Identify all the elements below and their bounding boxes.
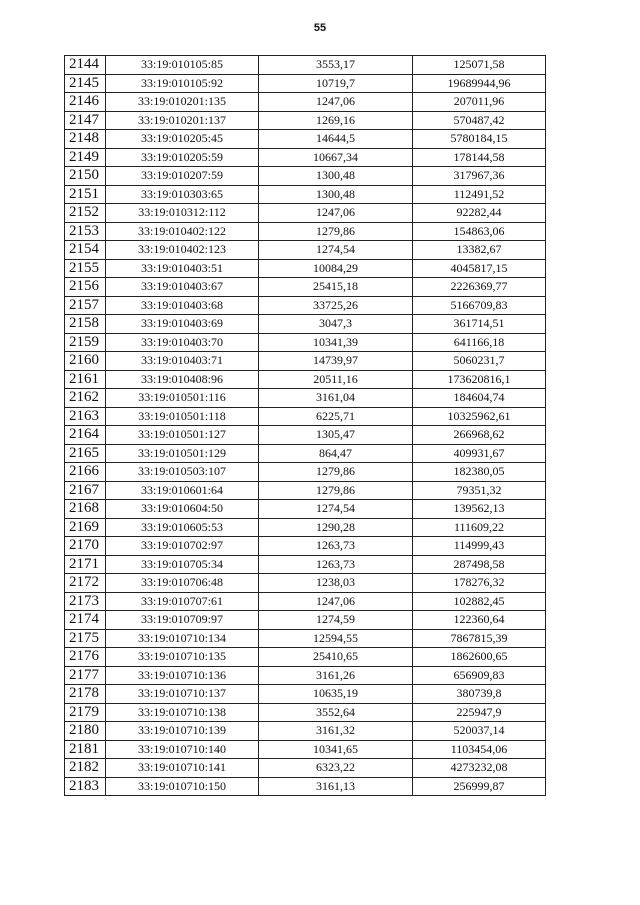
row-number-cell: 2155 xyxy=(65,259,106,278)
cadastral-number-cell: 33:19:010105:85 xyxy=(106,56,259,75)
value-cell: 5780184,15 xyxy=(413,130,546,149)
area-cell: 10719,7 xyxy=(259,74,413,93)
area-cell: 1247,06 xyxy=(259,592,413,611)
value-cell: 1103454,06 xyxy=(413,740,546,759)
table-row xyxy=(65,703,546,722)
table-row xyxy=(65,389,546,408)
area-cell: 1274,59 xyxy=(259,611,413,630)
table-row xyxy=(65,296,546,315)
cadastral-number-cell: 33:19:010501:127 xyxy=(106,426,259,445)
cadastral-number-cell: 33:19:010205:45 xyxy=(106,130,259,149)
row-number-cell: 2144 xyxy=(65,56,106,75)
cadastral-number-cell: 33:19:010710:140 xyxy=(106,740,259,759)
row-number-cell: 2157 xyxy=(65,296,106,315)
page-number: 55 xyxy=(313,22,327,34)
area-cell: 3161,26 xyxy=(259,666,413,685)
value-cell: 79351,32 xyxy=(413,481,546,500)
area-cell: 1263,73 xyxy=(259,555,413,574)
value-cell: 139562,13 xyxy=(413,500,546,519)
value-cell: 570487,42 xyxy=(413,111,546,130)
value-cell: 184604,74 xyxy=(413,389,546,408)
value-cell: 182380,05 xyxy=(413,463,546,482)
cadastral-number-cell: 33:19:010705:34 xyxy=(106,555,259,574)
value-cell: 1862600,65 xyxy=(413,648,546,667)
cadastral-number-cell: 33:19:010501:118 xyxy=(106,407,259,426)
value-cell: 266968,62 xyxy=(413,426,546,445)
cadastral-number-cell: 33:19:010501:116 xyxy=(106,389,259,408)
area-cell: 1274,54 xyxy=(259,500,413,519)
table-row xyxy=(65,333,546,352)
cadastral-number-cell: 33:19:010710:135 xyxy=(106,648,259,667)
table-row xyxy=(65,740,546,759)
cadastral-number-cell: 33:19:010710:137 xyxy=(106,685,259,704)
cadastral-number-cell: 33:19:010402:123 xyxy=(106,241,259,260)
table-row xyxy=(65,185,546,204)
area-cell: 6225,71 xyxy=(259,407,413,426)
cadastral-number-cell: 33:19:010605:53 xyxy=(106,518,259,537)
table-row xyxy=(65,111,546,130)
table-row xyxy=(65,241,546,260)
table-row xyxy=(65,56,546,75)
table-row xyxy=(65,611,546,630)
area-cell: 12594,55 xyxy=(259,629,413,648)
value-cell: 92282,44 xyxy=(413,204,546,223)
cadastral-number-cell: 33:19:010105:92 xyxy=(106,74,259,93)
cadastral-number-cell: 33:19:010702:97 xyxy=(106,537,259,556)
value-cell: 178144,58 xyxy=(413,148,546,167)
cadastral-number-cell: 33:19:010601:64 xyxy=(106,481,259,500)
table-row xyxy=(65,278,546,297)
row-number-cell: 2163 xyxy=(65,407,106,426)
value-cell: 111609,22 xyxy=(413,518,546,537)
row-number-cell: 2169 xyxy=(65,518,106,537)
area-cell: 25415,18 xyxy=(259,278,413,297)
value-cell: 19689944,96 xyxy=(413,74,546,93)
cadastral-number-cell: 33:19:010408:96 xyxy=(106,370,259,389)
value-cell: 317967,36 xyxy=(413,167,546,186)
table-row xyxy=(65,518,546,537)
area-cell: 1300,48 xyxy=(259,167,413,186)
row-number-cell: 2149 xyxy=(65,148,106,167)
table-row xyxy=(65,592,546,611)
row-number-cell: 2145 xyxy=(65,74,106,93)
row-number-cell: 2180 xyxy=(65,722,106,741)
cadastral-number-cell: 33:19:010201:135 xyxy=(106,93,259,112)
table-body xyxy=(65,56,546,796)
area-cell: 1247,06 xyxy=(259,93,413,112)
area-cell: 1247,06 xyxy=(259,204,413,223)
area-cell: 1279,86 xyxy=(259,222,413,241)
cadastral-number-cell: 33:19:010403:69 xyxy=(106,315,259,334)
table-row xyxy=(65,777,546,796)
area-cell: 10084,29 xyxy=(259,259,413,278)
row-number-cell: 2165 xyxy=(65,444,106,463)
cadastral-number-cell: 33:19:010710:150 xyxy=(106,777,259,796)
row-number-cell: 2178 xyxy=(65,685,106,704)
table-row xyxy=(65,574,546,593)
cadastral-number-cell: 33:19:010402:122 xyxy=(106,222,259,241)
cadastral-number-cell: 33:19:010710:139 xyxy=(106,722,259,741)
row-number-cell: 2151 xyxy=(65,185,106,204)
value-cell: 287498,58 xyxy=(413,555,546,574)
table-row xyxy=(65,148,546,167)
value-cell: 409931,67 xyxy=(413,444,546,463)
value-cell: 5166709,83 xyxy=(413,296,546,315)
area-cell: 3553,17 xyxy=(259,56,413,75)
value-cell: 225947,9 xyxy=(413,703,546,722)
row-number-cell: 2154 xyxy=(65,241,106,260)
cadastral-number-cell: 33:19:010403:71 xyxy=(106,352,259,371)
value-cell: 207011,96 xyxy=(413,93,546,112)
row-number-cell: 2181 xyxy=(65,740,106,759)
table-row xyxy=(65,481,546,500)
area-cell: 3161,13 xyxy=(259,777,413,796)
table-row xyxy=(65,93,546,112)
value-cell: 112491,52 xyxy=(413,185,546,204)
area-cell: 6323,22 xyxy=(259,759,413,778)
cadastral-number-cell: 33:19:010201:137 xyxy=(106,111,259,130)
table-row xyxy=(65,259,546,278)
row-number-cell: 2177 xyxy=(65,666,106,685)
cadastral-number-cell: 33:19:010707:61 xyxy=(106,592,259,611)
row-number-cell: 2166 xyxy=(65,463,106,482)
row-number-cell: 2182 xyxy=(65,759,106,778)
table-row xyxy=(65,648,546,667)
table-row xyxy=(65,759,546,778)
cadastral-number-cell: 33:19:010403:70 xyxy=(106,333,259,352)
table-row xyxy=(65,537,546,556)
row-number-cell: 2170 xyxy=(65,537,106,556)
area-cell: 1269,16 xyxy=(259,111,413,130)
value-cell: 641166,18 xyxy=(413,333,546,352)
row-number-cell: 2148 xyxy=(65,130,106,149)
cadastral-number-cell: 33:19:010709:97 xyxy=(106,611,259,630)
area-cell: 25410,65 xyxy=(259,648,413,667)
table-row xyxy=(65,500,546,519)
row-number-cell: 2167 xyxy=(65,481,106,500)
table-row xyxy=(65,444,546,463)
area-cell: 10635,19 xyxy=(259,685,413,704)
land-plot-table xyxy=(64,55,546,796)
area-cell: 3161,32 xyxy=(259,722,413,741)
cadastral-number-cell: 33:19:010710:136 xyxy=(106,666,259,685)
value-cell: 10325962,61 xyxy=(413,407,546,426)
value-cell: 361714,51 xyxy=(413,315,546,334)
table-row xyxy=(65,370,546,389)
table-row xyxy=(65,685,546,704)
cadastral-number-cell: 33:19:010604:50 xyxy=(106,500,259,519)
table-row xyxy=(65,666,546,685)
cadastral-number-cell: 33:19:010303:65 xyxy=(106,185,259,204)
table-row xyxy=(65,407,546,426)
cadastral-number-cell: 33:19:010205:59 xyxy=(106,148,259,167)
cadastral-number-cell: 33:19:010403:51 xyxy=(106,259,259,278)
area-cell: 864,47 xyxy=(259,444,413,463)
area-cell: 1279,86 xyxy=(259,481,413,500)
value-cell: 4045817,15 xyxy=(413,259,546,278)
row-number-cell: 2159 xyxy=(65,333,106,352)
value-cell: 656909,83 xyxy=(413,666,546,685)
area-cell: 1238,03 xyxy=(259,574,413,593)
area-cell: 3552,64 xyxy=(259,703,413,722)
value-cell: 13382,67 xyxy=(413,241,546,260)
value-cell: 5060231,7 xyxy=(413,352,546,371)
table-row xyxy=(65,74,546,93)
cadastral-number-cell: 33:19:010710:138 xyxy=(106,703,259,722)
area-cell: 3161,04 xyxy=(259,389,413,408)
value-cell: 7867815,39 xyxy=(413,629,546,648)
area-cell: 10341,39 xyxy=(259,333,413,352)
value-cell: 256999,87 xyxy=(413,777,546,796)
row-number-cell: 2146 xyxy=(65,93,106,112)
value-cell: 114999,43 xyxy=(413,537,546,556)
row-number-cell: 2179 xyxy=(65,703,106,722)
cadastral-number-cell: 33:19:010312:112 xyxy=(106,204,259,223)
row-number-cell: 2173 xyxy=(65,592,106,611)
cadastral-number-cell: 33:19:010503:107 xyxy=(106,463,259,482)
row-number-cell: 2172 xyxy=(65,574,106,593)
cadastral-number-cell: 33:19:010207:59 xyxy=(106,167,259,186)
row-number-cell: 2174 xyxy=(65,611,106,630)
row-number-cell: 2175 xyxy=(65,629,106,648)
area-cell: 1290,28 xyxy=(259,518,413,537)
value-cell: 125071,58 xyxy=(413,56,546,75)
area-cell: 14644,5 xyxy=(259,130,413,149)
table-row xyxy=(65,352,546,371)
area-cell: 14739,97 xyxy=(259,352,413,371)
value-cell: 102882,45 xyxy=(413,592,546,611)
table-row xyxy=(65,130,546,149)
value-cell: 154863,06 xyxy=(413,222,546,241)
row-number-cell: 2168 xyxy=(65,500,106,519)
area-cell: 1279,86 xyxy=(259,463,413,482)
table-row xyxy=(65,426,546,445)
row-number-cell: 2158 xyxy=(65,315,106,334)
cadastral-number-cell: 33:19:010403:67 xyxy=(106,278,259,297)
row-number-cell: 2161 xyxy=(65,370,106,389)
row-number-cell: 2164 xyxy=(65,426,106,445)
table-row xyxy=(65,722,546,741)
table-row xyxy=(65,222,546,241)
row-number-cell: 2153 xyxy=(65,222,106,241)
table-row xyxy=(65,315,546,334)
value-cell: 173620816,1 xyxy=(413,370,546,389)
area-cell: 3047,3 xyxy=(259,315,413,334)
area-cell: 33725,26 xyxy=(259,296,413,315)
area-cell: 1300,48 xyxy=(259,185,413,204)
area-cell: 10341,65 xyxy=(259,740,413,759)
cadastral-number-cell: 33:19:010403:68 xyxy=(106,296,259,315)
cadastral-number-cell: 33:19:010501:129 xyxy=(106,444,259,463)
area-cell: 1305,47 xyxy=(259,426,413,445)
table-row xyxy=(65,204,546,223)
row-number-cell: 2156 xyxy=(65,278,106,297)
value-cell: 4273232,08 xyxy=(413,759,546,778)
cadastral-number-cell: 33:19:010706:48 xyxy=(106,574,259,593)
area-cell: 1274,54 xyxy=(259,241,413,260)
row-number-cell: 2183 xyxy=(65,777,106,796)
table-row xyxy=(65,629,546,648)
row-number-cell: 2152 xyxy=(65,204,106,223)
table-row xyxy=(65,555,546,574)
row-number-cell: 2150 xyxy=(65,167,106,186)
value-cell: 380739,8 xyxy=(413,685,546,704)
cadastral-number-cell: 33:19:010710:141 xyxy=(106,759,259,778)
value-cell: 2226369,77 xyxy=(413,278,546,297)
row-number-cell: 2171 xyxy=(65,555,106,574)
row-number-cell: 2160 xyxy=(65,352,106,371)
cadastral-number-cell: 33:19:010710:134 xyxy=(106,629,259,648)
row-number-cell: 2162 xyxy=(65,389,106,408)
area-cell: 20511,16 xyxy=(259,370,413,389)
area-cell: 1263,73 xyxy=(259,537,413,556)
row-number-cell: 2147 xyxy=(65,111,106,130)
table-row xyxy=(65,167,546,186)
value-cell: 520037,14 xyxy=(413,722,546,741)
row-number-cell: 2176 xyxy=(65,648,106,667)
value-cell: 178276,32 xyxy=(413,574,546,593)
table-row xyxy=(65,463,546,482)
value-cell: 122360,64 xyxy=(413,611,546,630)
area-cell: 10667,34 xyxy=(259,148,413,167)
